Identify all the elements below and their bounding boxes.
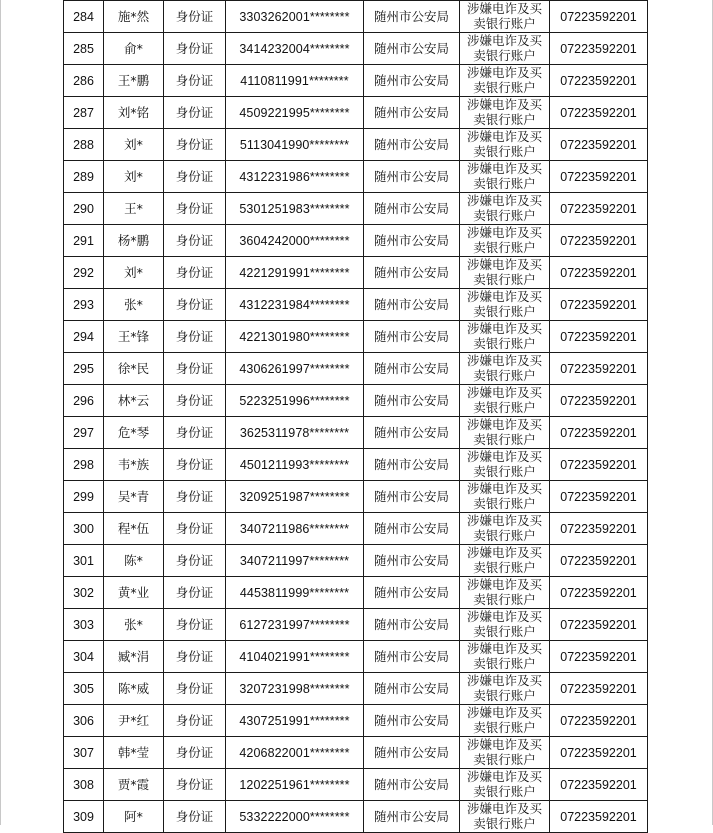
document-type-cell: 身份证 bbox=[164, 417, 226, 449]
reason-cell: 涉嫌电诈及买卖银行账户 bbox=[460, 65, 550, 97]
agency-cell: 随州市公安局 bbox=[364, 737, 460, 769]
document-type-cell: 身份证 bbox=[164, 33, 226, 65]
row-number-cell: 295 bbox=[64, 353, 104, 385]
reason-cell: 涉嫌电诈及买卖银行账户 bbox=[460, 449, 550, 481]
table-row bbox=[64, 577, 648, 609]
agency-cell: 随州市公安局 bbox=[364, 257, 460, 289]
table-row bbox=[64, 161, 648, 193]
name-cell: 黄*业 bbox=[104, 577, 164, 609]
name-cell: 刘* bbox=[104, 257, 164, 289]
page-left-edge bbox=[0, 0, 1, 825]
row-number-cell: 297 bbox=[64, 417, 104, 449]
agency-cell: 随州市公安局 bbox=[364, 801, 460, 833]
row-number-cell: 290 bbox=[64, 193, 104, 225]
table-row bbox=[64, 641, 648, 673]
contact-phone-cell: 07223592201 bbox=[550, 1, 648, 33]
id-number-cell: 4312231986******** bbox=[226, 161, 364, 193]
row-number-cell: 288 bbox=[64, 129, 104, 161]
agency-cell: 随州市公安局 bbox=[364, 161, 460, 193]
agency-cell: 随州市公安局 bbox=[364, 769, 460, 801]
id-number-cell: 4312231984******** bbox=[226, 289, 364, 321]
document-type-cell: 身份证 bbox=[164, 801, 226, 833]
reason-cell: 涉嫌电诈及买卖银行账户 bbox=[460, 289, 550, 321]
reason-cell: 涉嫌电诈及买卖银行账户 bbox=[460, 673, 550, 705]
agency-cell: 随州市公安局 bbox=[364, 385, 460, 417]
id-number-cell: 6127231997******** bbox=[226, 609, 364, 641]
id-number-cell: 4221301980******** bbox=[226, 321, 364, 353]
row-number-cell: 284 bbox=[64, 1, 104, 33]
document-type-cell: 身份证 bbox=[164, 481, 226, 513]
name-cell: 尹*红 bbox=[104, 705, 164, 737]
id-number-cell: 3414232004******** bbox=[226, 33, 364, 65]
name-cell: 韩*莹 bbox=[104, 737, 164, 769]
reason-cell: 涉嫌电诈及买卖银行账户 bbox=[460, 417, 550, 449]
table-row bbox=[64, 97, 648, 129]
contact-phone-cell: 07223592201 bbox=[550, 513, 648, 545]
row-number-cell: 302 bbox=[64, 577, 104, 609]
agency-cell: 随州市公安局 bbox=[364, 65, 460, 97]
name-cell: 徐*民 bbox=[104, 353, 164, 385]
contact-phone-cell: 07223592201 bbox=[550, 129, 648, 161]
contact-phone-cell: 07223592201 bbox=[550, 705, 648, 737]
row-number-cell: 287 bbox=[64, 97, 104, 129]
name-cell: 阿* bbox=[104, 801, 164, 833]
name-cell: 臧*涓 bbox=[104, 641, 164, 673]
row-number-cell: 305 bbox=[64, 673, 104, 705]
contact-phone-cell: 07223592201 bbox=[550, 161, 648, 193]
reason-cell: 涉嫌电诈及买卖银行账户 bbox=[460, 609, 550, 641]
record-table-body bbox=[64, 1, 648, 833]
agency-cell: 随州市公安局 bbox=[364, 353, 460, 385]
id-number-cell: 3407211986******** bbox=[226, 513, 364, 545]
row-number-cell: 304 bbox=[64, 641, 104, 673]
table-row bbox=[64, 769, 648, 801]
agency-cell: 随州市公安局 bbox=[364, 289, 460, 321]
agency-cell: 随州市公安局 bbox=[364, 673, 460, 705]
agency-cell: 随州市公安局 bbox=[364, 641, 460, 673]
table-row bbox=[64, 225, 648, 257]
reason-cell: 涉嫌电诈及买卖银行账户 bbox=[460, 385, 550, 417]
row-number-cell: 298 bbox=[64, 449, 104, 481]
document-type-cell: 身份证 bbox=[164, 257, 226, 289]
contact-phone-cell: 07223592201 bbox=[550, 385, 648, 417]
id-number-cell: 5301251983******** bbox=[226, 193, 364, 225]
reason-cell: 涉嫌电诈及买卖银行账户 bbox=[460, 225, 550, 257]
agency-cell: 随州市公安局 bbox=[364, 481, 460, 513]
table-row bbox=[64, 321, 648, 353]
agency-cell: 随州市公安局 bbox=[364, 577, 460, 609]
table-row bbox=[64, 33, 648, 65]
row-number-cell: 309 bbox=[64, 801, 104, 833]
agency-cell: 随州市公安局 bbox=[364, 321, 460, 353]
document-type-cell: 身份证 bbox=[164, 545, 226, 577]
name-cell: 施*然 bbox=[104, 1, 164, 33]
contact-phone-cell: 07223592201 bbox=[550, 257, 648, 289]
reason-cell: 涉嫌电诈及买卖银行账户 bbox=[460, 97, 550, 129]
name-cell: 吴*青 bbox=[104, 481, 164, 513]
table-row bbox=[64, 513, 648, 545]
document-type-cell: 身份证 bbox=[164, 705, 226, 737]
document-type-cell: 身份证 bbox=[164, 321, 226, 353]
document-type-cell: 身份证 bbox=[164, 513, 226, 545]
contact-phone-cell: 07223592201 bbox=[550, 545, 648, 577]
table-row bbox=[64, 65, 648, 97]
document-type-cell: 身份证 bbox=[164, 609, 226, 641]
agency-cell: 随州市公安局 bbox=[364, 33, 460, 65]
id-number-cell: 3207231998******** bbox=[226, 673, 364, 705]
row-number-cell: 307 bbox=[64, 737, 104, 769]
agency-cell: 随州市公安局 bbox=[364, 705, 460, 737]
agency-cell: 随州市公安局 bbox=[364, 449, 460, 481]
table-row bbox=[64, 289, 648, 321]
table-row bbox=[64, 545, 648, 577]
name-cell: 王*鹏 bbox=[104, 65, 164, 97]
contact-phone-cell: 07223592201 bbox=[550, 193, 648, 225]
reason-cell: 涉嫌电诈及买卖银行账户 bbox=[460, 129, 550, 161]
reason-cell: 涉嫌电诈及买卖银行账户 bbox=[460, 641, 550, 673]
document-type-cell: 身份证 bbox=[164, 97, 226, 129]
id-number-cell: 3604242000******** bbox=[226, 225, 364, 257]
document-type-cell: 身份证 bbox=[164, 449, 226, 481]
document-type-cell: 身份证 bbox=[164, 737, 226, 769]
row-number-cell: 301 bbox=[64, 545, 104, 577]
document-type-cell: 身份证 bbox=[164, 577, 226, 609]
table-row bbox=[64, 353, 648, 385]
contact-phone-cell: 07223592201 bbox=[550, 737, 648, 769]
document-type-cell: 身份证 bbox=[164, 1, 226, 33]
agency-cell: 随州市公安局 bbox=[364, 609, 460, 641]
name-cell: 刘* bbox=[104, 161, 164, 193]
contact-phone-cell: 07223592201 bbox=[550, 673, 648, 705]
table-row bbox=[64, 609, 648, 641]
name-cell: 刘*铭 bbox=[104, 97, 164, 129]
table-row bbox=[64, 801, 648, 833]
document-type-cell: 身份证 bbox=[164, 289, 226, 321]
table-row bbox=[64, 385, 648, 417]
document-type-cell: 身份证 bbox=[164, 673, 226, 705]
id-number-cell: 4206822001******** bbox=[226, 737, 364, 769]
name-cell: 程*伍 bbox=[104, 513, 164, 545]
contact-phone-cell: 07223592201 bbox=[550, 577, 648, 609]
id-number-cell: 5332222000******** bbox=[226, 801, 364, 833]
name-cell: 俞* bbox=[104, 33, 164, 65]
reason-cell: 涉嫌电诈及买卖银行账户 bbox=[460, 769, 550, 801]
table-row bbox=[64, 1, 648, 33]
name-cell: 陈* bbox=[104, 545, 164, 577]
table-row bbox=[64, 257, 648, 289]
row-number-cell: 296 bbox=[64, 385, 104, 417]
row-number-cell: 285 bbox=[64, 33, 104, 65]
reason-cell: 涉嫌电诈及买卖银行账户 bbox=[460, 1, 550, 33]
contact-phone-cell: 07223592201 bbox=[550, 65, 648, 97]
contact-phone-cell: 07223592201 bbox=[550, 97, 648, 129]
reason-cell: 涉嫌电诈及买卖银行账户 bbox=[460, 705, 550, 737]
reason-cell: 涉嫌电诈及买卖银行账户 bbox=[460, 33, 550, 65]
name-cell: 贾*霞 bbox=[104, 769, 164, 801]
record-table-container bbox=[63, 0, 647, 833]
id-number-cell: 3303262001******** bbox=[226, 1, 364, 33]
contact-phone-cell: 07223592201 bbox=[550, 641, 648, 673]
contact-phone-cell: 07223592201 bbox=[550, 33, 648, 65]
table-row bbox=[64, 449, 648, 481]
row-number-cell: 303 bbox=[64, 609, 104, 641]
document-type-cell: 身份证 bbox=[164, 353, 226, 385]
name-cell: 刘* bbox=[104, 129, 164, 161]
name-cell: 王*锋 bbox=[104, 321, 164, 353]
document-type-cell: 身份证 bbox=[164, 193, 226, 225]
table-row bbox=[64, 129, 648, 161]
id-number-cell: 3625311978******** bbox=[226, 417, 364, 449]
agency-cell: 随州市公安局 bbox=[364, 129, 460, 161]
document-type-cell: 身份证 bbox=[164, 129, 226, 161]
record-table bbox=[63, 0, 648, 833]
name-cell: 韦*族 bbox=[104, 449, 164, 481]
agency-cell: 随州市公安局 bbox=[364, 225, 460, 257]
agency-cell: 随州市公安局 bbox=[364, 545, 460, 577]
reason-cell: 涉嫌电诈及买卖银行账户 bbox=[460, 545, 550, 577]
name-cell: 陈*威 bbox=[104, 673, 164, 705]
id-number-cell: 3209251987******** bbox=[226, 481, 364, 513]
reason-cell: 涉嫌电诈及买卖银行账户 bbox=[460, 577, 550, 609]
contact-phone-cell: 07223592201 bbox=[550, 417, 648, 449]
document-type-cell: 身份证 bbox=[164, 769, 226, 801]
name-cell: 张* bbox=[104, 289, 164, 321]
table-row bbox=[64, 673, 648, 705]
row-number-cell: 293 bbox=[64, 289, 104, 321]
row-number-cell: 289 bbox=[64, 161, 104, 193]
id-number-cell: 4306261997******** bbox=[226, 353, 364, 385]
reason-cell: 涉嫌电诈及买卖银行账户 bbox=[460, 161, 550, 193]
id-number-cell: 4509221995******** bbox=[226, 97, 364, 129]
reason-cell: 涉嫌电诈及买卖银行账户 bbox=[460, 737, 550, 769]
reason-cell: 涉嫌电诈及买卖银行账户 bbox=[460, 513, 550, 545]
row-number-cell: 291 bbox=[64, 225, 104, 257]
reason-cell: 涉嫌电诈及买卖银行账户 bbox=[460, 353, 550, 385]
row-number-cell: 292 bbox=[64, 257, 104, 289]
id-number-cell: 5223251996******** bbox=[226, 385, 364, 417]
contact-phone-cell: 07223592201 bbox=[550, 801, 648, 833]
document-type-cell: 身份证 bbox=[164, 225, 226, 257]
contact-phone-cell: 07223592201 bbox=[550, 609, 648, 641]
name-cell: 危*琴 bbox=[104, 417, 164, 449]
agency-cell: 随州市公安局 bbox=[364, 417, 460, 449]
table-row bbox=[64, 193, 648, 225]
reason-cell: 涉嫌电诈及买卖银行账户 bbox=[460, 257, 550, 289]
id-number-cell: 1202251961******** bbox=[226, 769, 364, 801]
document-type-cell: 身份证 bbox=[164, 65, 226, 97]
table-row bbox=[64, 417, 648, 449]
table-row bbox=[64, 705, 648, 737]
id-number-cell: 4501211993******** bbox=[226, 449, 364, 481]
contact-phone-cell: 07223592201 bbox=[550, 353, 648, 385]
agency-cell: 随州市公安局 bbox=[364, 193, 460, 225]
agency-cell: 随州市公安局 bbox=[364, 97, 460, 129]
contact-phone-cell: 07223592201 bbox=[550, 449, 648, 481]
contact-phone-cell: 07223592201 bbox=[550, 481, 648, 513]
document-type-cell: 身份证 bbox=[164, 161, 226, 193]
agency-cell: 随州市公安局 bbox=[364, 1, 460, 33]
name-cell: 杨*鹏 bbox=[104, 225, 164, 257]
contact-phone-cell: 07223592201 bbox=[550, 289, 648, 321]
reason-cell: 涉嫌电诈及买卖银行账户 bbox=[460, 481, 550, 513]
row-number-cell: 306 bbox=[64, 705, 104, 737]
id-number-cell: 4104021991******** bbox=[226, 641, 364, 673]
row-number-cell: 286 bbox=[64, 65, 104, 97]
contact-phone-cell: 07223592201 bbox=[550, 769, 648, 801]
document-type-cell: 身份证 bbox=[164, 385, 226, 417]
row-number-cell: 294 bbox=[64, 321, 104, 353]
contact-phone-cell: 07223592201 bbox=[550, 225, 648, 257]
name-cell: 张* bbox=[104, 609, 164, 641]
row-number-cell: 300 bbox=[64, 513, 104, 545]
reason-cell: 涉嫌电诈及买卖银行账户 bbox=[460, 193, 550, 225]
name-cell: 林*云 bbox=[104, 385, 164, 417]
contact-phone-cell: 07223592201 bbox=[550, 321, 648, 353]
reason-cell: 涉嫌电诈及买卖银行账户 bbox=[460, 801, 550, 833]
id-number-cell: 4453811999******** bbox=[226, 577, 364, 609]
agency-cell: 随州市公安局 bbox=[364, 513, 460, 545]
id-number-cell: 4221291991******** bbox=[226, 257, 364, 289]
id-number-cell: 5113041990******** bbox=[226, 129, 364, 161]
row-number-cell: 308 bbox=[64, 769, 104, 801]
table-row bbox=[64, 737, 648, 769]
id-number-cell: 4307251991******** bbox=[226, 705, 364, 737]
table-row bbox=[64, 481, 648, 513]
id-number-cell: 4110811991******** bbox=[226, 65, 364, 97]
reason-cell: 涉嫌电诈及买卖银行账户 bbox=[460, 321, 550, 353]
name-cell: 王* bbox=[104, 193, 164, 225]
id-number-cell: 3407211997******** bbox=[226, 545, 364, 577]
row-number-cell: 299 bbox=[64, 481, 104, 513]
document-type-cell: 身份证 bbox=[164, 641, 226, 673]
